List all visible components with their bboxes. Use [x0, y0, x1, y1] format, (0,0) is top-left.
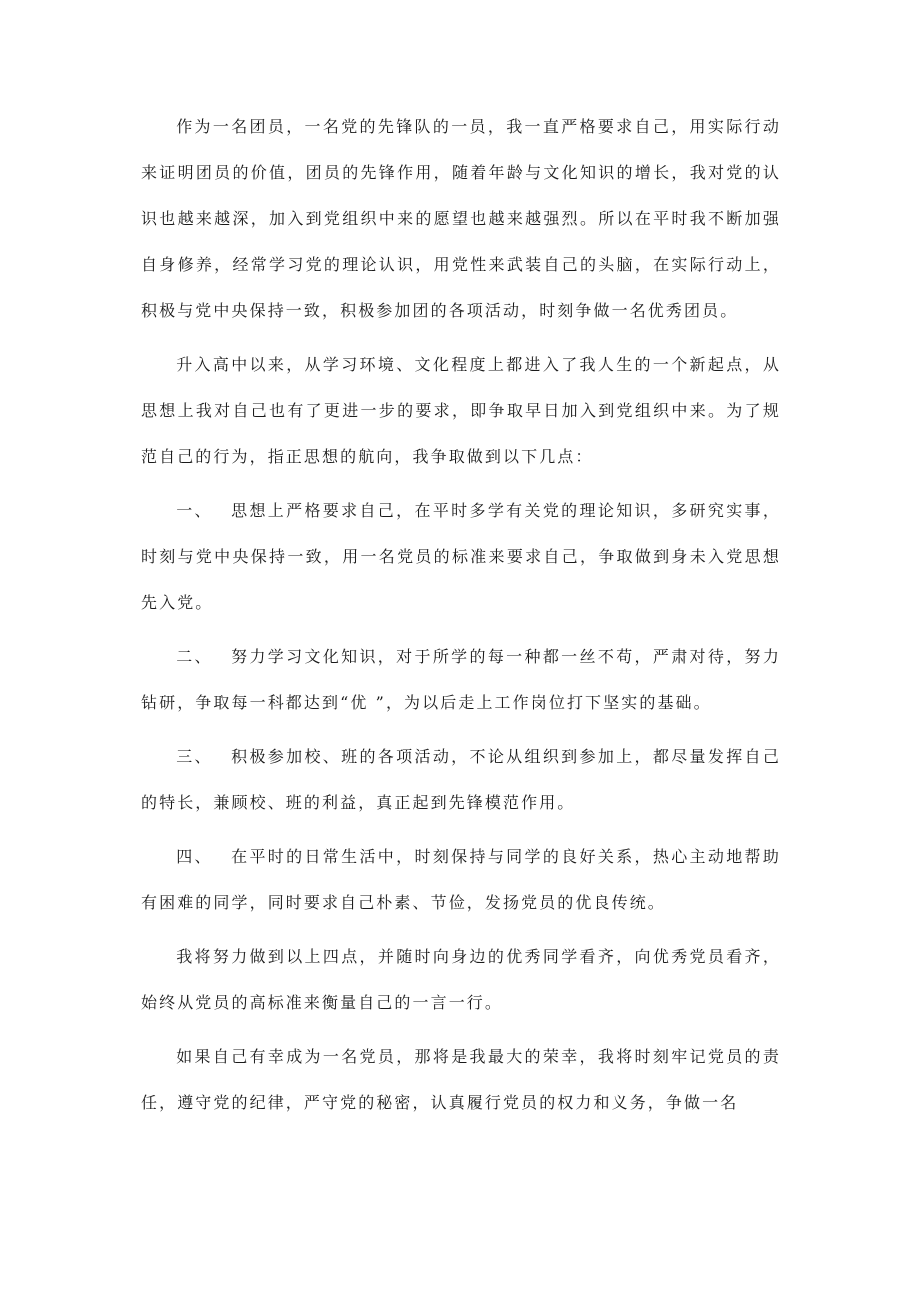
- item-text: 积极参加校、班的各项活动，不论从组织到参加上，都尽量发挥自己的特长，兼顾校、班的利益，真正起到先锋模范作用。: [141, 747, 781, 812]
- closing-paragraph-1: 我将努力做到以上四点，并随时向身边的优秀同学看齐，向优秀党员看齐，始终从党员的高标准来衡量自己的一言一行。: [141, 947, 781, 1012]
- item-number: 三、: [176, 747, 213, 766]
- item-number: 一、: [176, 501, 213, 520]
- numbered-item-4: [141, 834, 781, 926]
- numbered-item-3: [141, 734, 781, 826]
- numbered-item-1: [141, 488, 781, 626]
- item-number: 二、: [176, 647, 213, 666]
- item-number: 四、: [176, 847, 213, 866]
- numbered-item-2: [141, 634, 781, 726]
- item-text: 思想上严格要求自己，在平时多学有关党的理论知识，多研究实事，时刻与党中央保持一致，用一名党员的标准来要求自己，争取做到身未入党思想先入党。: [141, 501, 781, 612]
- body-paragraph-1: 作为一名团员，一名党的先锋队的一员，我一直严格要求自己，用实际行动来证明团员的价值，团员的先锋作用，随着年龄与文化知识的增长，我对党的认识也越来越深，加入到党组织中来的愿望也越来越强烈。所以在平时我不断加强自身修养，经常学习党的理论认识，用党性来武装自己的头脑，在实际行动上，积极与党中央保持一致，积极参加团的各项活动，时刻争做一名优秀团员。: [141, 117, 781, 320]
- item-text: 努力学习文化知识，对于所学的每一种都一丝不苟，严肃对待，努力钻研，争取每一科都达到“优 ”，为以后走上工作岗位打下坚实的基础。: [141, 647, 781, 712]
- body-paragraph-2: 升入高中以来，从学习环境、文化程度上都进入了我人生的一个新起点，从思想上我对自己也有了更进一步的要求，即争取早日加入到党组织中来。为了规范自己的行为，指正思想的航向，我争取做到以下几点：: [141, 355, 781, 466]
- closing-paragraph-2: 如果自己有幸成为一名党员，那将是我最大的荣幸，我将时刻牢记党员的责任，遵守党的纪律，严守党的秘密，认真履行党员的权力和义务，争做一名: [141, 1047, 781, 1112]
- document-body: [141, 104, 781, 1126]
- item-text: 在平时的日常生活中，时刻保持与同学的良好关系，热心主动地帮助有困难的同学，同时要求自己朴素、节俭，发扬党员的优良传统。: [141, 847, 781, 912]
